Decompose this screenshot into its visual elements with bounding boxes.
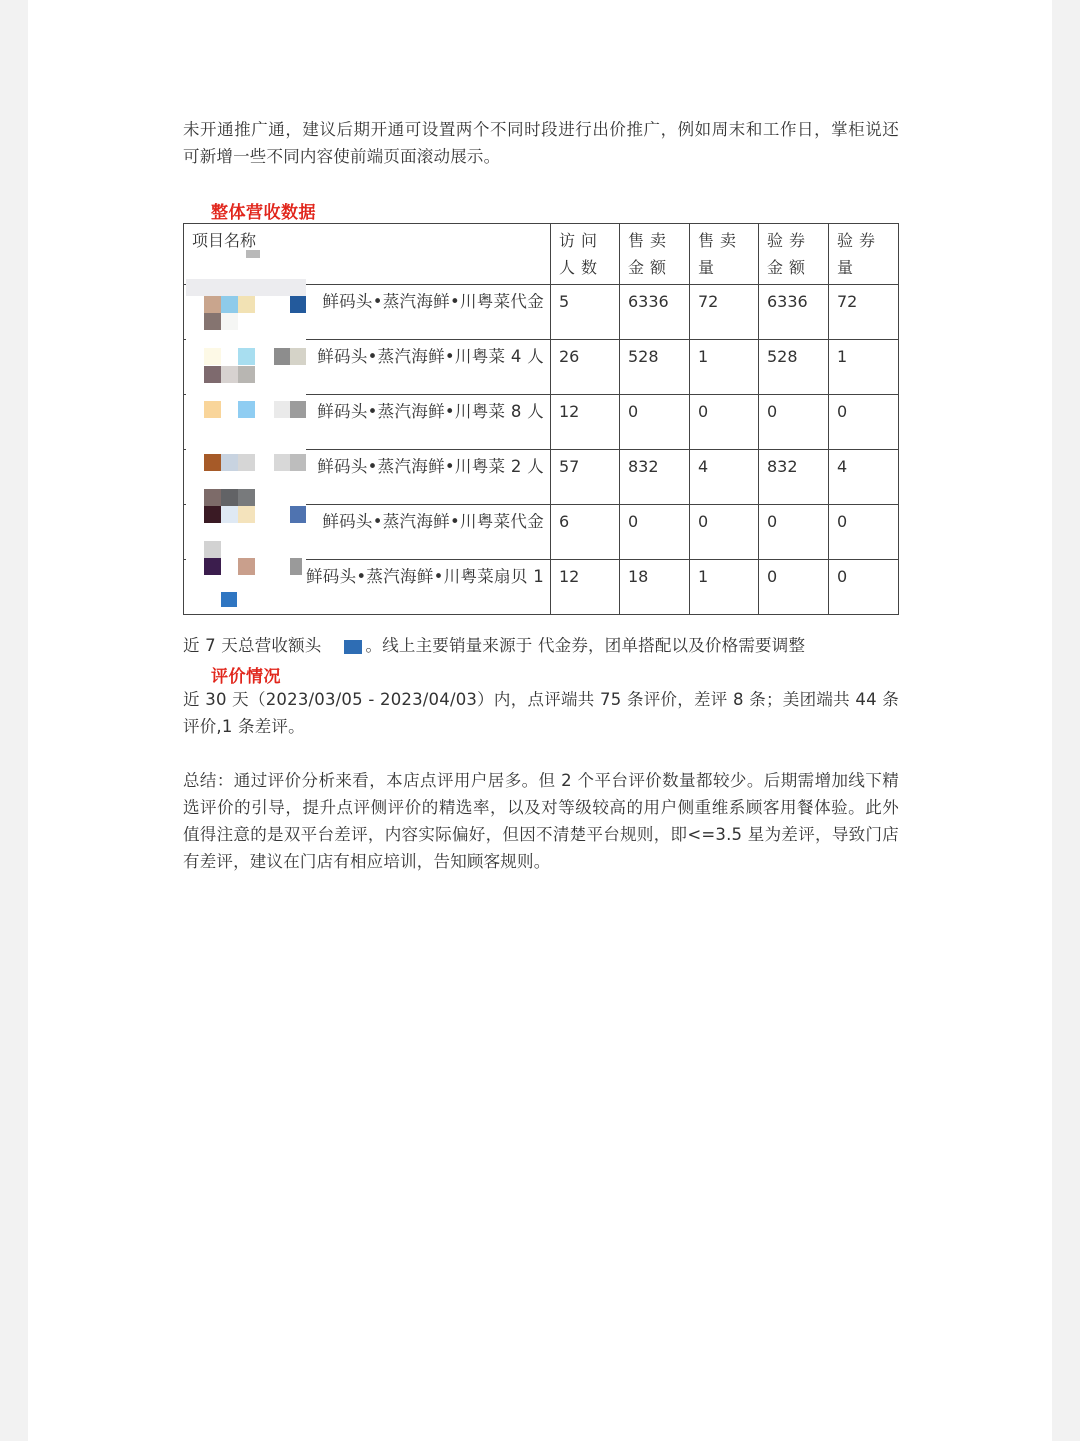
redeem-qty-cell: 0 [829,560,899,615]
review-paragraph: 近 30 天（2023/03/05 - 2023/04/03）内，点评端共 75 条评价，差评 8 条；美团端共 44 条评价,1 条差评。 [183,690,899,736]
intro-paragraph: 未开通推广通，建议后期开通可设置两个不同时段进行出价推广，例如周末和工作日，掌柜说还可新增一些不同内容使前端页面滚动展示。 [183,120,899,166]
sales-amount-cell: 18 [620,560,690,615]
header-cell: 验券金额 [759,224,829,285]
redeem-amount-cell: 0 [759,505,829,560]
header-cell: 售卖金额 [620,224,690,285]
sales-qty-cell: 72 [690,285,759,340]
redeem-qty-cell: 0 [829,505,899,560]
sales-qty-cell: 1 [690,560,759,615]
product-name: 鲜码头•蒸汽海鲜•川粤菜 2 人 [317,457,544,476]
visitors-cell: 26 [551,340,620,395]
redeem-qty-cell: 0 [829,395,899,450]
visitors-cell: 5 [551,285,620,340]
product-name: 鲜码头•蒸汽海鲜•川粤菜 8 人 [317,402,544,421]
header-cell: 验券量 [829,224,899,285]
header-cell: 项目名称 [184,224,551,285]
conclusion-paragraph: 总结：通过评价分析来看，本店点评用户居多。但 2 个平台评价数量都较少。后期需增加线下精选评价的引导，提升点评侧评价的精选率，以及对等级较高的用户侧重维系顾客用餐体验。此外值得注意的是双平台差评，内容实际偏好，但因不清楚平台规则，即<=3.5 星为差评，导致门店有差评，建议在门店有相应培训，告知顾客规则。 [183,771,899,871]
revenue-section-title: 整体营收数据 [211,203,316,223]
visitors-cell: 12 [551,395,620,450]
redeem-amount-cell: 0 [759,395,829,450]
product-name: 鲜码头•蒸汽海鲜•川粤菜代金 [322,292,544,311]
product-name: 鲜码头•蒸汽海鲜•川粤菜代金 [322,512,544,531]
redeem-amount-cell: 832 [759,450,829,505]
sales-amount-cell: 6336 [620,285,690,340]
redaction-mosaic [186,250,306,610]
visitors-cell: 57 [551,450,620,505]
sales-amount-cell: 0 [620,395,690,450]
visitors-cell: 12 [551,560,620,615]
visitors-cell: 6 [551,505,620,560]
revenue-summary-line [183,632,899,659]
sales-qty-cell: 1 [690,340,759,395]
sales-amount-cell: 832 [620,450,690,505]
redeem-amount-cell: 6336 [759,285,829,340]
summary-text-before: 近 7 天总营收额头 [183,636,322,655]
sales-amount-cell: 528 [620,340,690,395]
product-name: 鲜码头•蒸汽海鲜•川粤菜扇贝 1 [305,567,544,586]
header-cell: 访问人数 [551,224,620,285]
redeem-qty-cell: 1 [829,340,899,395]
sales-qty-cell: 0 [690,505,759,560]
redeem-qty-cell: 4 [829,450,899,505]
redeem-qty-cell: 72 [829,285,899,340]
redaction-block [344,640,362,654]
sales-qty-cell: 4 [690,450,759,505]
header-cell: 售卖量 [690,224,759,285]
product-name: 鲜码头•蒸汽海鲜•川粤菜 4 人 [317,347,544,366]
sales-qty-cell: 0 [690,395,759,450]
review-section-title: 评价情况 [211,667,281,687]
summary-text-after: 。线上主要销量来源于 代金券，团单搭配以及价格需要调整 [365,636,806,655]
redeem-amount-cell: 528 [759,340,829,395]
redeem-amount-cell: 0 [759,560,829,615]
sales-amount-cell: 0 [620,505,690,560]
